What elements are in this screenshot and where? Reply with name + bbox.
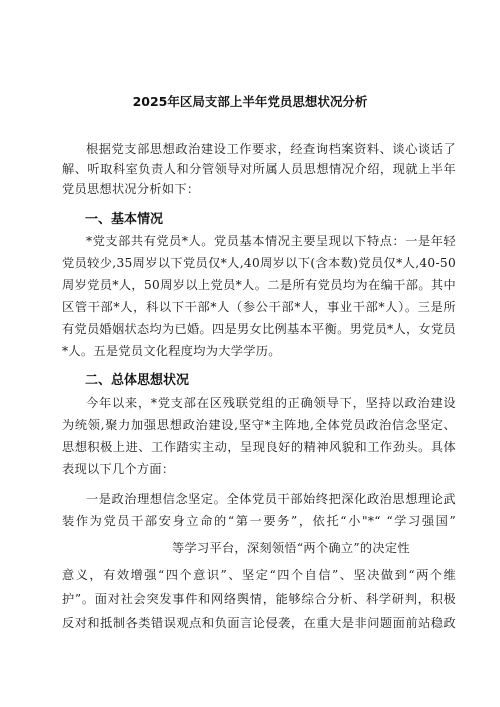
intro-line: 解、听取科室负责人和分管领导对所属人员思想情况介绍，现就上半年 <box>62 162 456 176</box>
paragraph-line: 反对和抵制各类错误观点和负面言论侵袭，在重大是非问题面前站稳政 <box>62 616 456 630</box>
paragraph-line: 等学习平台，深刻领悟“两个确立”的决定性 <box>172 541 410 555</box>
paragraph-line: 一是政治理想信念坚定。全体党员干部始终把深化政治思想理论武 <box>86 492 456 506</box>
section-heading-basic: 一、基本情况 <box>85 212 164 227</box>
paragraph-line: 思想积极上进、工作踏实主动，呈现良好的精神风貌和工作劲头。具体 <box>62 440 456 454</box>
document-title: 2025年区局支部上半年党员思想状况分析 <box>132 94 368 109</box>
intro-line: 党员思想状况分析如下： <box>62 182 200 196</box>
paragraph-line: *人。五是党员文化程度均为大学学历。 <box>62 344 281 358</box>
paragraph-line: 周岁党员*人，50周岁以上党员*人。二是所有党员均为在编干部。其中 <box>62 278 456 292</box>
paragraph-line: 装作为党员干部安身立命的“第一要务”，依托“小"*“ “学习强国” <box>62 514 456 528</box>
paragraph-line: 表现以下几个方面： <box>62 462 175 476</box>
paragraph-line: 今年以来，*党支部在区残联党组的正确领导下，坚持以政治建设 <box>86 396 456 410</box>
paragraph-line: 护”。面对社会突发事件和网络舆情，能够综合分析、科学研判，积极 <box>62 592 456 606</box>
paragraph-line: 区管干部*人，科以下干部*人（参公干部*人，事业干部*人）。三是所 <box>62 300 456 314</box>
paragraph-line: 为统领,聚力加强思想政治建设,坚守*主阵地,全体党员政治信念坚定、 <box>62 418 456 432</box>
paragraph-line: *党支部共有党员*人。党员基本情况主要呈现以下特点：一是年轻 <box>86 234 456 248</box>
section-heading-overall: 二、总体思想状况 <box>85 373 190 388</box>
paragraph-line: 意义，有效增强“四个意识”、坚定“四个自信”、坚决做到“两个维 <box>62 568 456 582</box>
paragraph-line: 党员较少,35周岁以下党员仅*人,40周岁以下(含本数)党员仅*人,40-50 <box>62 256 456 270</box>
intro-line: 根据党支部思想政治建设工作要求，经查询档案资料、谈心谈话了 <box>86 142 456 156</box>
paragraph-line: 有党员婚姻状态均为已婚。四是男女比例基本平衡。男党员*人，女党员 <box>62 322 456 336</box>
